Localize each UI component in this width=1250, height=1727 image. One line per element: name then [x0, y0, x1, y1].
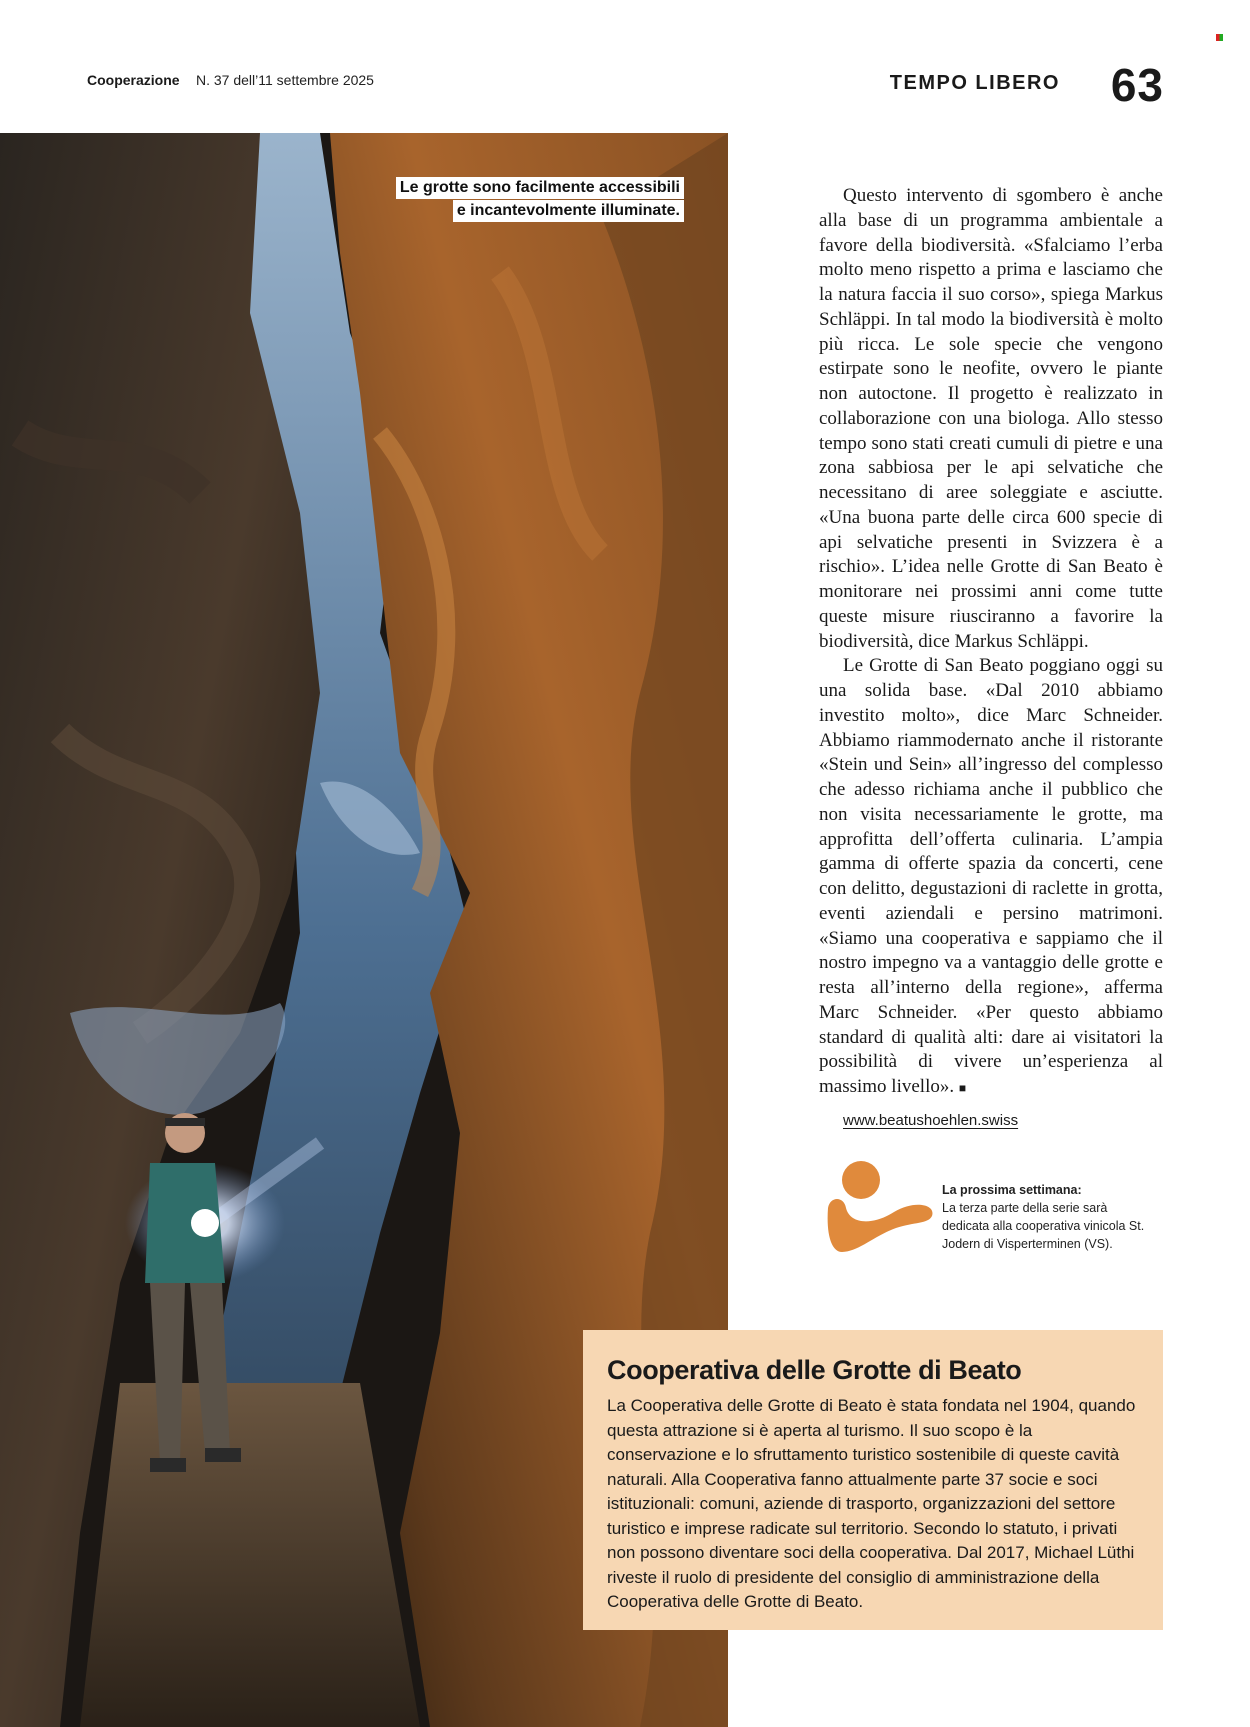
- page-header: [0, 0, 1250, 133]
- infobox-body: La Cooperativa delle Grotte di Beato è stata fondata nel 1904, quando questa attrazione si è aperta al turismo. Il suo scopo è la conservazione e lo sfruttamento turistico sostenibile di queste cavità naturali. Alla Cooperativa fanno attualmente parte 37 socie e soci istituzionali: comuni, aziende di trasporto, organizzazioni del settore turistico e imprese radicate sul territorio. Secondo lo statuto, i privati non possono diventare soci della cooperativa. Dal 2017, Michael Lüthi riveste il ruolo di presidente del consiglio di amministrazione della Cooperativa delle Grotte di Beato.: [607, 1396, 1136, 1611]
- issue-info: N. 37 dell’11 settembre 2025: [196, 72, 374, 88]
- end-of-article-mark: ■: [958, 1081, 967, 1095]
- print-color-mark: [1216, 34, 1223, 41]
- page-number: 63: [1110, 59, 1164, 111]
- next-week-box: [942, 1181, 1152, 1253]
- cooperation-logo-icon: [824, 1160, 936, 1256]
- website-link[interactable]: www.beatushoehlen.swiss: [843, 1111, 1019, 1129]
- photo-caption: [396, 177, 684, 223]
- caption-line-1: Le grotte sono facilmente accessibili: [396, 177, 684, 199]
- caption-line-2: e incantevolmente illuminate.: [453, 200, 684, 222]
- infobox-title: Cooperativa delle Grotte di Beato: [607, 1355, 1022, 1385]
- publication-name: Cooperazione: [87, 72, 180, 88]
- next-week-title: La prossima settimana:: [942, 1183, 1082, 1197]
- article-paragraph-2: [819, 654, 1163, 1101]
- article-paragraph-2-text: Le Grotte di San Beato poggiano oggi su una solida base. «Dal 2010 abbiamo investito molto», dice Marc Schneider. Abbiamo riammodernato anche il ristorante «Stein und Sein» all’ingresso del complesso che adesso richiama anche il pubblico che non visita necessariamente le grotte, ma approfitta dell’offerta culinaria. L’ampia gamma di offerte spazia da concerti, cene con delitto, degustazioni di raclette in grotta, eventi aziendali e persino matrimoni. «Siamo una cooperativa e sappiamo che il nostro impegno va a vantaggio delle grotte e resta all’interno della regione», afferma Marc Schneider. «Per questo abbiamo standard di qualità alti: dare ai visitatori la possibilità di vivere un’esperienza al massimo livello».: [819, 655, 1163, 1097]
- section-title: TEMPO LIBERO: [889, 72, 1060, 94]
- next-week-text: La terza parte della serie sarà dedicata alla cooperativa vinicola St. Jodern di Visperterminen (VS).: [942, 1201, 1145, 1251]
- article-column: [819, 184, 1163, 1134]
- article-paragraph-1: Questo intervento di sgombero è anche alla base di un programma ambientale a favore della biodiversità. «Sfalciamo l’erba molto meno rispetto a prima e lasciamo che la natura faccia il suo corso», spiega Markus Schläppi. In tal modo la biodiversità è molto più ricca. Le sole specie che vengono estirpate sono le neofite, ovvero le piante non autoctone. Il progetto è realizzato in collaborazione con una biologa. Allo stesso tempo sono stati creati cumuli di pietre e una zona sabbiosa per le api selvatiche che necessitano di aree soleggiate e asciutte. «Una buona parte delle circa 600 specie di api selvatiche presenti in Svizzera è a rischio». L’idea nelle Grotte di San Beato è monitorare nei prossimi anni come tutte queste misure riusciranno a favorire la biodiversità, dice Markus Schläppi.: [819, 185, 1163, 652]
- cooperative-infobox: [583, 1330, 1163, 1630]
